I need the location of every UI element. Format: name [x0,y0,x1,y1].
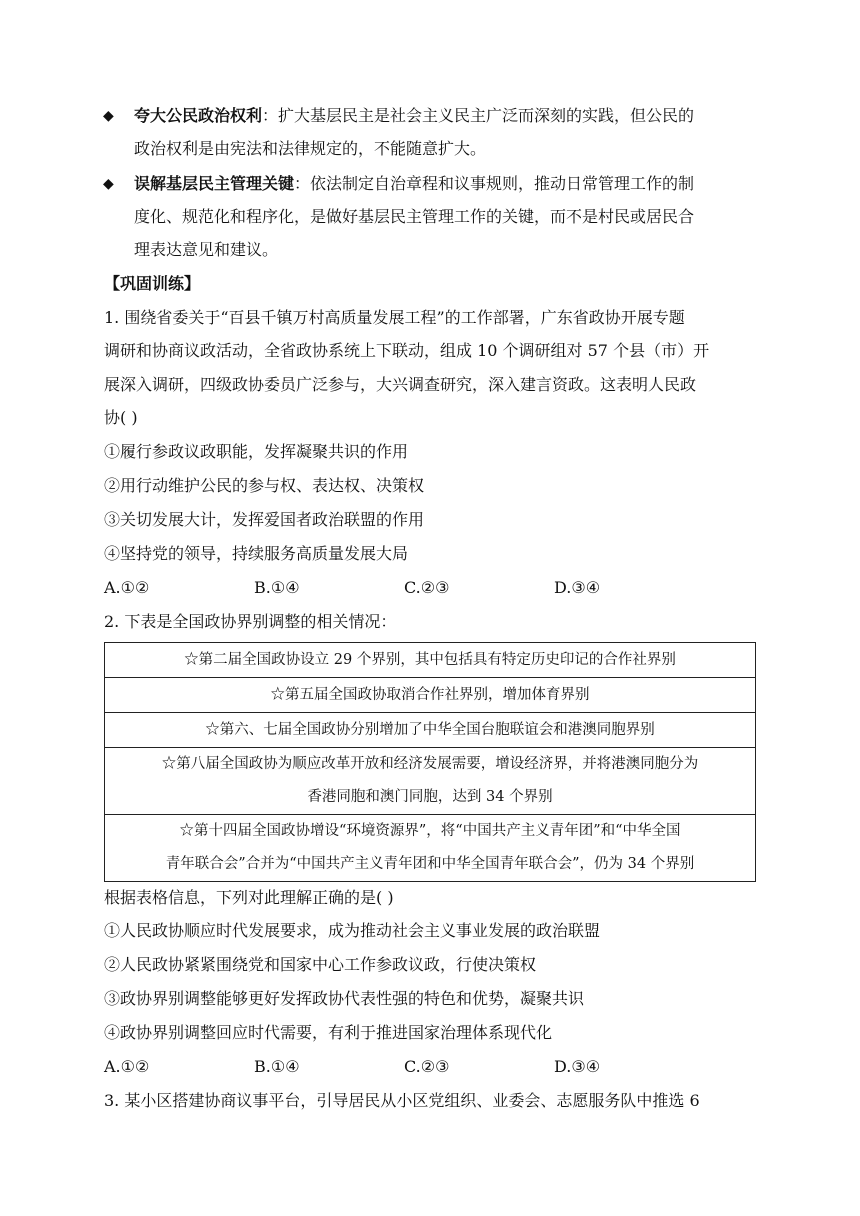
q2-table [104,642,756,882]
q1-stem-line-2: 调研和协商议政活动，全省政协系统上下联动，组成 10 个调研组对 57 个县（市）开 [104,341,710,360]
q1-stem-line-3: 展深入调研，四级政协委员广泛参与，大兴调查研究，深入建言资政。这表明人民政 [104,375,697,394]
q2-stem: 根据表格信息，下列对此理解正确的是( ) [104,888,394,907]
q1-option-b: B.①④ [254,578,300,597]
table-row [105,713,756,748]
section-title: 【巩固训练】 [104,274,201,293]
q2-item-3: ③政协界别调整能够更好发挥政协代表性强的特色和优势，凝聚共识 [104,989,585,1008]
q1-option-d: D.③④ [554,578,601,597]
table-row [105,678,756,713]
note-2-keyword: 误解基层民主管理关键 [134,174,295,193]
diamond-bullet-icon: ◆ [103,176,114,192]
q1-option-c: C.②③ [404,578,450,597]
q2-option-a: A.①② [104,1057,150,1076]
note-2-line-1: 误解基层民主管理关键：依法制定自治章程和议事规则，推动日常管理工作的制 [134,174,695,193]
note-1-line-2: 政治权利是由宪法和法律规定的，不能随意扩大。 [134,139,487,158]
table-cell: ☆第六、七届全国政协分别增加了中华全国台胞联谊会和港澳同胞界别 [105,713,756,748]
q2-item-2: ②人民政协紧紧围绕党和国家中心工作参政议政，行使决策权 [104,955,537,974]
q2-option-d: D.③④ [554,1057,601,1076]
q1-item-3: ③关切发展大计，发挥爱国者政治联盟的作用 [104,510,425,529]
table-cell: ☆第十四届全国政协增设“环境资源界”，将“中国共产主义青年团”和“中华全国 青年联合会”合并为“中国共产主义青年团和中华全国青年联合会”，仍为 34 个界别 [105,815,756,882]
q1-stem-line-1: 1. 围绕省委关于“百县千镇万村高质量发展工程”的工作部署，广东省政协开展专题 [104,308,685,327]
table-cell: ☆第八届全国政协为顺应改革开放和经济发展需要，增设经济界，并将港澳同胞分为 香港同胞和澳门同胞，达到 34 个界别 [105,748,756,815]
diamond-bullet-icon: ◆ [103,108,114,124]
q1-item-2: ②用行动维护公民的参与权、表达权、决策权 [104,476,425,495]
note-1-keyword: 夸大公民政治权利 [134,106,263,125]
q2-option-c: C.②③ [404,1057,450,1076]
q1-item-1: ①履行参政议政职能，发挥凝聚共识的作用 [104,442,409,461]
q2-option-b: B.①④ [254,1057,300,1076]
note-2-line-3: 理表达意见和建议。 [134,240,279,259]
q1-stem-line-4: 协( ) [104,408,138,427]
table-row [105,643,756,678]
table-row [105,815,756,882]
note-2-line-2: 度化、规范化和程序化，是做好基层民主管理工作的关键，而不是村民或居民合 [134,207,695,226]
q1-option-a: A.①② [104,578,150,597]
q2-item-1: ①人民政协顺应时代发展要求，成为推动社会主义事业发展的政治联盟 [104,921,601,940]
q2-item-4: ④政协界别调整回应时代需要，有利于推进国家治理体系现代化 [104,1023,553,1042]
q1-item-4: ④坚持党的领导，持续服务高质量发展大局 [104,544,409,563]
q2-intro: 2. 下表是全国政协界别调整的相关情况： [104,612,397,631]
table-cell: ☆第五届全国政协取消合作社界别，增加体育界别 [105,678,756,713]
note-1-line-1: 夸大公民政治权利：扩大基层民主是社会主义民主广泛而深刻的实践，但公民的 [134,106,695,125]
q3-stem-line-1: 3. 某小区搭建协商议事平台，引导居民从小区党组织、业委会、志愿服务队中推选 6 [104,1091,700,1110]
table-row [105,748,756,815]
table-cell: ☆第二届全国政协设立 29 个界别，其中包括具有特定历史印记的合作社界别 [105,643,756,678]
